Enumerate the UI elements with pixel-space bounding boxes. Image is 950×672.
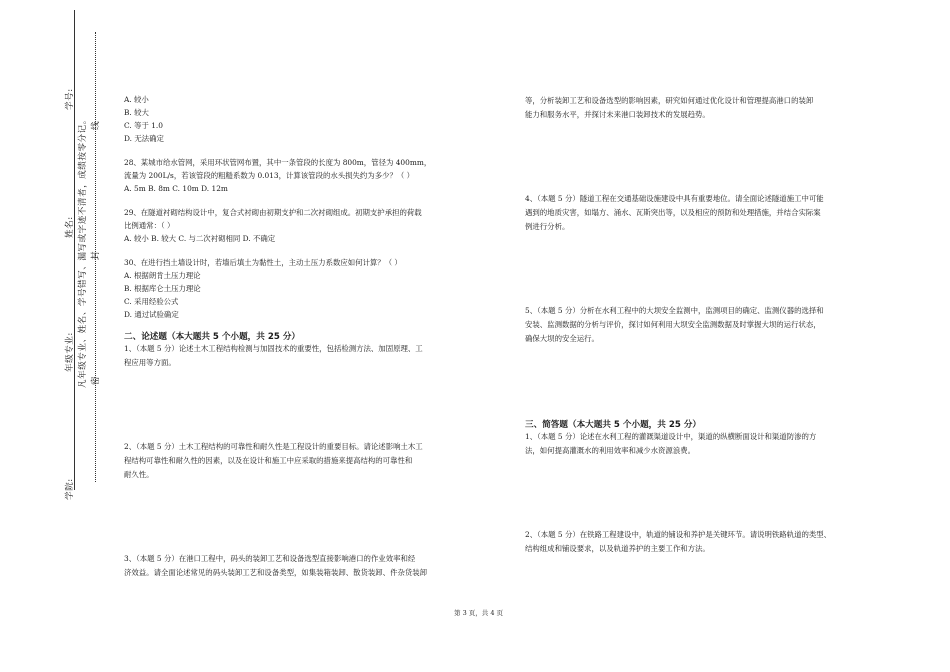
q30-option-d: D. 通过试验确定 — [124, 310, 179, 319]
q30-option-b: B. 根据库仑土压力理论 — [124, 284, 201, 293]
section2-q5-line-1: 5、（本题 5 分）分析在水利工程中的大坝安全监测中，监测项目的确定、监测仪器的选择和 — [525, 306, 824, 315]
section2-q3 — [124, 552, 479, 580]
section2-q2-line-3: 耐久性。 — [124, 470, 154, 479]
section2-q1-line-2: 程应用等方面。 — [124, 358, 176, 367]
q29-options: A. 较小 B. 较大 C. 与二次衬砌相同 D. 不确定 — [124, 234, 276, 243]
section2-q3-line-2: 济效益。请全面论述常见的码头装卸工艺和设备类型，如集装箱装卸、散货装卸、件杂货装卸 — [124, 568, 428, 577]
section2-q2-line-1: 2、（本题 5 分）土木工程结构的可靠性和耐久性是工程设计的重要目标。请论述影响土木工 — [124, 442, 423, 451]
student-id-label: 学号: — [65, 88, 75, 110]
section2-q4 — [525, 192, 885, 234]
section2-q4-line-1: 4、（本题 5 分）隧道工程在交通基础设施建设中具有重要地位。请全面论述隧道施工中可能 — [525, 194, 824, 203]
section2-q3-cont-line-1: 等，分析装卸工艺和设备选型的影响因素，研究如何通过优化设计和管理提高港口的装卸 — [525, 96, 814, 105]
page-number: 第 3 页，共 4 页 — [454, 609, 504, 617]
q28-options: A. 5m B. 8m C. 10m D. 12m — [124, 184, 228, 193]
section2-title: 二、论述题（本大题共 5 个小题，共 25 分） — [124, 332, 301, 342]
section3-q1 — [525, 430, 885, 458]
margin-solid-line — [74, 10, 75, 490]
section2-q3-cont-line-2: 能力和服务水平，并探讨未来港口装卸技术的发展趋势。 — [525, 110, 710, 119]
section2-q4-line-3: 例进行分析。 — [525, 222, 570, 231]
section2-q2 — [124, 440, 479, 482]
section3-q2 — [525, 528, 885, 556]
section2-q1 — [124, 342, 479, 370]
dotted-marker-seal: 封 — [91, 250, 101, 260]
section3-q2-line-1: 2、（本题 5 分）在铁路工程建设中，轨道的铺设和养护是关键环节。请说明铁路轨道的类型、 — [525, 530, 832, 539]
warning-text: 凡年级专业、姓名、学号错写、漏写或字迹不清者，成绩按零分记。 — [78, 115, 88, 388]
dotted-marker-secret: 密 — [91, 375, 101, 385]
q29-line-1: 29、在隧道衬砌结构设计中，复合式衬砌由初期支护和二次衬砌组成。初期支护承担的荷载 — [124, 208, 422, 217]
section2-q2-line-2: 程结构可靠性和耐久性的因素，以及在设计和施工中应采取的措施来提高结构的可靠性和 — [124, 456, 413, 465]
school-label: 学院: — [65, 478, 75, 500]
section3-q1-line-1: 1、（本题 5 分）论述在水利工程的灌溉渠道设计中，渠道的纵横断面设计和渠道防渗的方 — [525, 432, 817, 441]
name-label: 姓名: — [65, 216, 75, 238]
q30-option-c: C. 采用经验公式 — [124, 297, 179, 306]
q27-option-d: D. 无法确定 — [124, 134, 164, 143]
section3-q1-line-2: 法，如何提高灌溉水的利用效率和减少水资源浪费。 — [525, 446, 695, 455]
q30-line: 30、在进行挡土墙设计时，若墙后填土为黏性土，主动土压力系数应如何计算？（ ） — [124, 258, 402, 267]
q30-option-a: A. 根据朗肯土压力理论 — [124, 271, 201, 280]
q28-line-2: 流量为 200L/s，若该管段的粗糙系数为 0.013，计算该管段的水头损失约为多少？（ ） — [124, 171, 415, 180]
grade-major-label: 年级专业: — [65, 332, 75, 372]
q27-option-b: B. 较大 — [124, 108, 149, 117]
section2-q1-line-1: 1、（本题 5 分）论述土木工程结构检测与加固技术的重要性，包括检测方法、加固原理、工 — [124, 344, 423, 353]
section2-q5 — [525, 304, 885, 346]
section3-q2-line-2: 结构组成和铺设要求，以及轨道养护的主要工作和方法。 — [525, 544, 710, 553]
q27-option-a: A. 较小 — [124, 95, 149, 104]
section2-q5-line-2: 安装、监测数据的分析与评价，探讨如何利用大坝安全监测数据及时掌握大坝的运行状态， — [525, 320, 821, 329]
section2-q3-line-1: 3、（本题 5 分）在港口工程中，码头的装卸工艺和设备选型直接影响港口的作业效率和经 — [124, 554, 416, 563]
section2-q4-line-2: 遇到的地质灾害，如塌方、涌水、瓦斯突出等，以及相应的预防和处理措施，并结合实际案 — [525, 208, 821, 217]
section2-q5-line-3: 确保大坝的安全运行。 — [525, 334, 599, 343]
q29-line-2: 比例通常：（ ） — [124, 221, 175, 230]
dotted-marker-line: 线 — [91, 120, 101, 130]
q28-line-1: 28、某城市给水管网，采用环状管网布置，其中一条管段的长度为 800m，管径为 400mm， — [124, 158, 432, 167]
section2-q3-continued — [525, 94, 885, 122]
q27-option-c: C. 等于 1.0 — [124, 121, 163, 130]
section3-title: 三、简答题（本大题共 5 个小题，共 25 分） — [525, 420, 702, 430]
